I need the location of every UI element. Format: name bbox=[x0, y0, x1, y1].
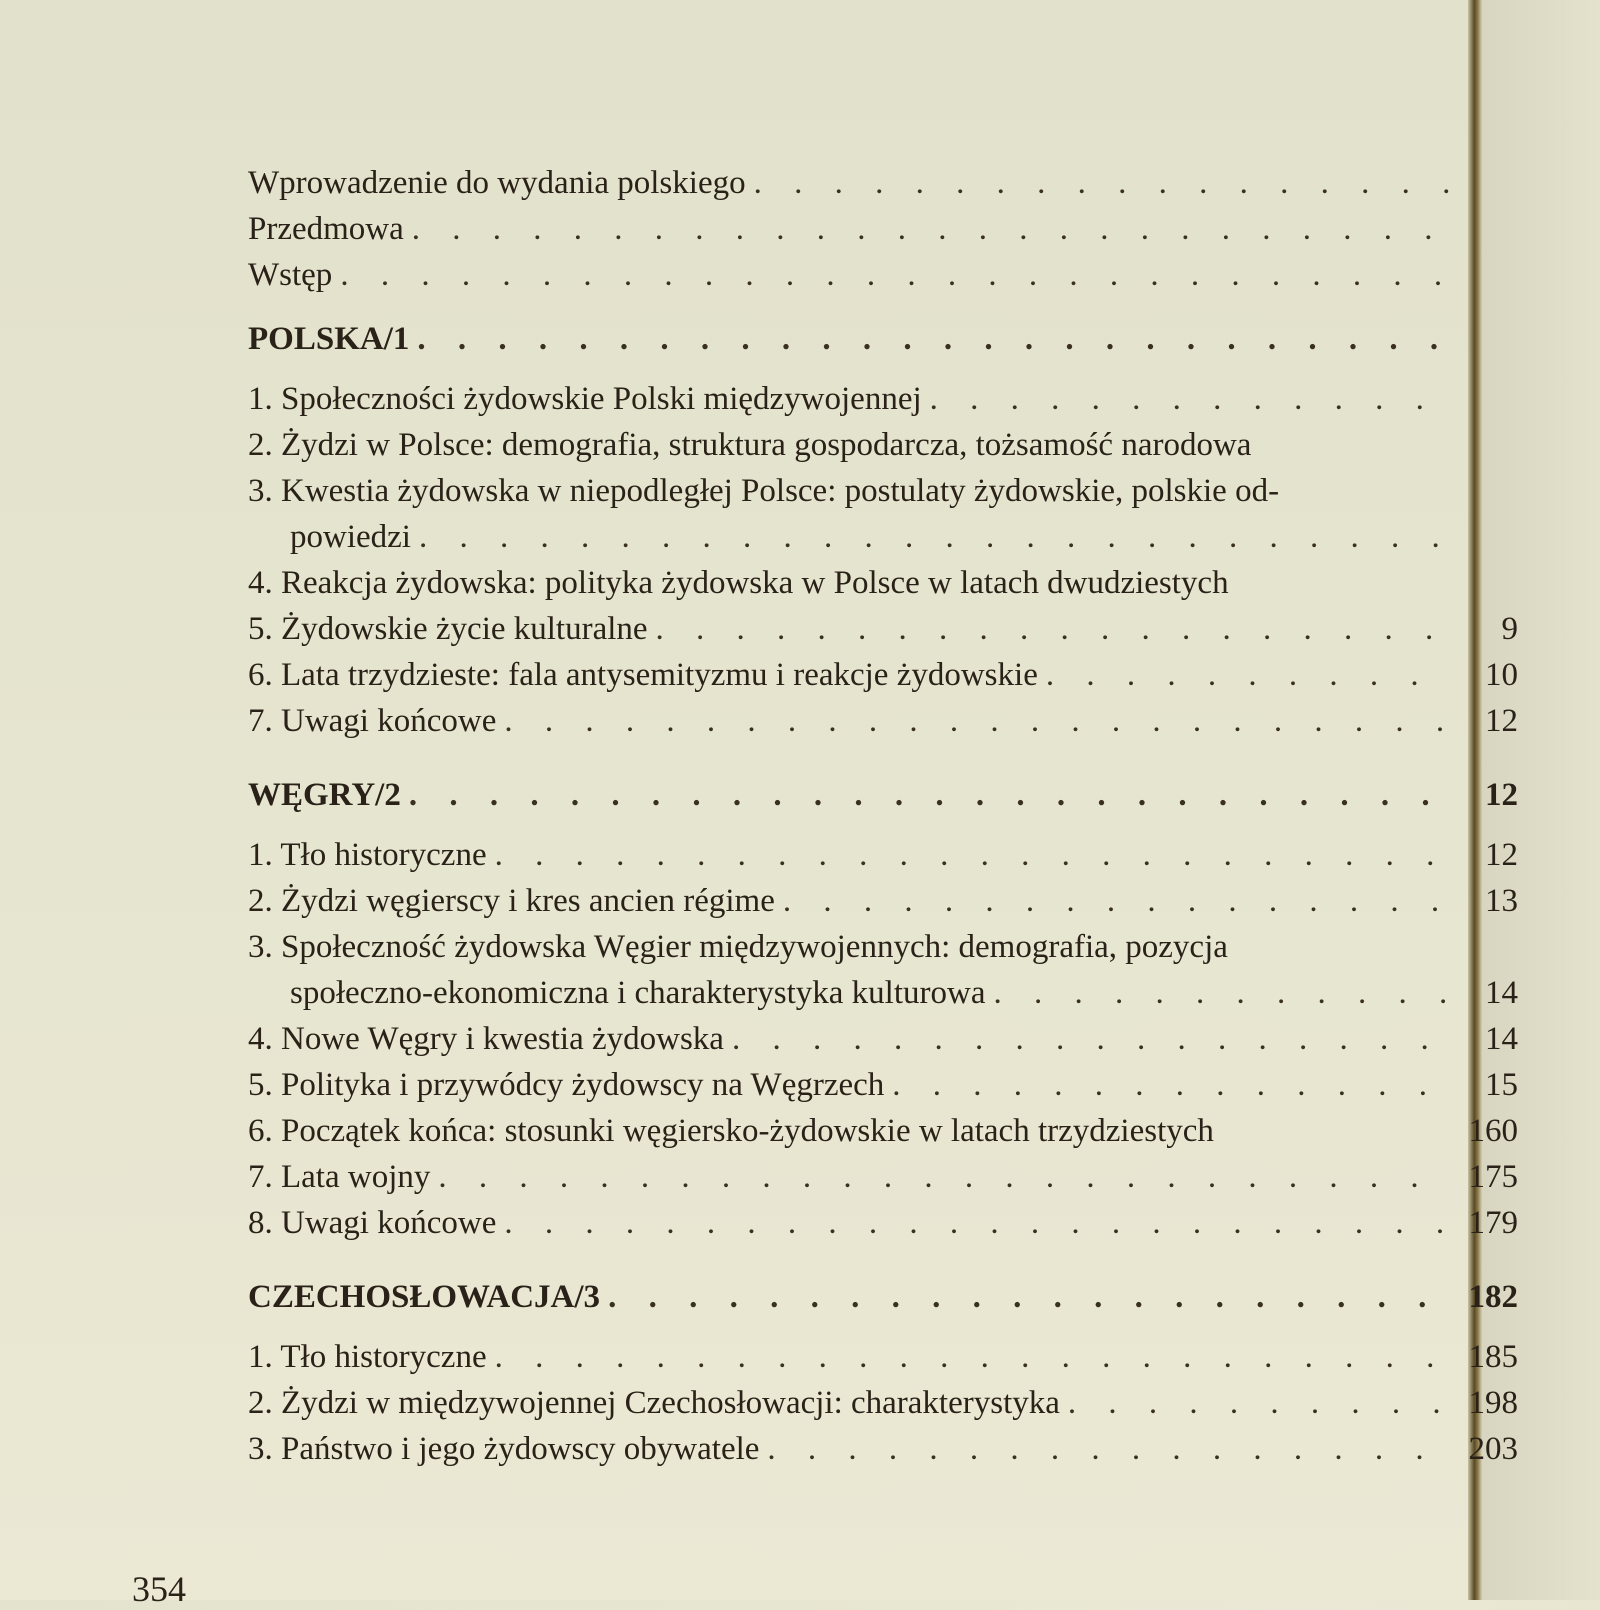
dot-leader bbox=[419, 514, 1450, 560]
toc-entry bbox=[248, 832, 1518, 878]
toc-page-number: 10 bbox=[1485, 657, 1518, 693]
toc-entry bbox=[248, 924, 1518, 970]
toc-page-number: 175 bbox=[1468, 1159, 1518, 1195]
toc-entry bbox=[248, 606, 1518, 652]
dot-leader bbox=[495, 1334, 1450, 1380]
dot-leader bbox=[504, 1200, 1450, 1246]
toc-page-number: 14 bbox=[1485, 975, 1518, 1011]
toc-entry bbox=[248, 1380, 1518, 1426]
dot-leader bbox=[993, 970, 1450, 1016]
toc-entry-continuation bbox=[248, 970, 1518, 1016]
toc-entry bbox=[248, 1426, 1518, 1472]
toc-page-number: 160 bbox=[1468, 1113, 1518, 1149]
toc-page-number: 9 bbox=[1501, 611, 1518, 647]
toc-entry bbox=[248, 560, 1518, 606]
dot-leader bbox=[754, 160, 1450, 206]
toc-entry-text: 4. Reakcja żydowska: polityka żydowska w Polsce w latach dwudziestych bbox=[248, 565, 1229, 601]
dot-leader bbox=[412, 206, 1450, 252]
toc-page-number: 13 bbox=[1485, 883, 1518, 919]
dot-leader bbox=[1068, 1380, 1450, 1426]
toc-entry-text: Wprowadzenie do wydania polskiego bbox=[248, 165, 746, 201]
toc-entry-text: 7. Lata wojny bbox=[248, 1159, 431, 1195]
toc-entry bbox=[248, 1200, 1518, 1246]
dot-leader bbox=[504, 698, 1450, 744]
toc-entry-text: 6. Początek końca: stosunki węgiersko-żydowskie w latach trzydziestych bbox=[248, 1113, 1214, 1149]
toc-entry-text: CZECHOSŁOWACJA/3 bbox=[248, 1279, 601, 1315]
toc-entry-text: 1. Tło historyczne bbox=[248, 1339, 487, 1375]
toc-entry bbox=[248, 468, 1518, 514]
toc-entry-text: 2. Żydzi węgierscy i kres ancien régime bbox=[248, 883, 775, 919]
toc-entry-continuation bbox=[248, 514, 1518, 560]
toc-intro-entry bbox=[248, 206, 1518, 252]
page-number: 354 bbox=[132, 1569, 186, 1609]
dot-leader bbox=[409, 772, 1450, 818]
toc-page-number: 12 bbox=[1485, 703, 1518, 739]
toc-entry-text: 8. Uwagi końcowe bbox=[248, 1205, 497, 1241]
toc-intro bbox=[248, 160, 1518, 298]
toc-page-number: 12 bbox=[1485, 837, 1518, 873]
toc-entry bbox=[248, 422, 1518, 468]
dot-leader bbox=[656, 606, 1450, 652]
dot-leader bbox=[732, 1016, 1450, 1062]
toc-page-number: 15 bbox=[1485, 1067, 1518, 1103]
toc-page-number: 182 bbox=[1468, 1279, 1518, 1315]
toc-section-heading bbox=[248, 316, 1518, 362]
dot-leader bbox=[1046, 652, 1450, 698]
toc-entry-text: 2. Żydzi w międzywojennej Czechosłowacji: charakterystyka bbox=[248, 1385, 1060, 1421]
dot-leader bbox=[930, 376, 1450, 422]
toc-entry-text: 3. Państwo i jego żydowscy obywatele bbox=[248, 1431, 760, 1467]
dot-leader bbox=[767, 1426, 1450, 1472]
toc-entry-text: 5. Polityka i przywódcy żydowscy na Węgrzech bbox=[248, 1067, 885, 1103]
toc-page-number: 12 bbox=[1485, 777, 1518, 813]
table-of-contents bbox=[248, 160, 1518, 1482]
toc-page-number: 198 bbox=[1468, 1385, 1518, 1421]
toc-entry-text: 6. Lata trzydzieste: fala antysemityzmu i reakcje żydowskie bbox=[248, 657, 1038, 693]
dot-leader bbox=[417, 316, 1450, 362]
toc-sections bbox=[248, 316, 1518, 1482]
toc-entry-text: 3. Społeczność żydowska Węgier międzywojennych: demografia, pozycja bbox=[248, 929, 1228, 965]
section-spacer bbox=[248, 744, 1518, 754]
toc-entry-text: 7. Uwagi końcowe bbox=[248, 703, 497, 739]
toc-entry bbox=[248, 652, 1518, 698]
toc-entry-text: WĘGRY/2 bbox=[248, 777, 401, 813]
toc-section-heading bbox=[248, 1274, 1518, 1320]
toc-entry-text: Wstęp bbox=[248, 257, 333, 293]
dot-leader bbox=[438, 1154, 1450, 1200]
toc-entry-text: 1. Społeczności żydowskie Polski międzywojennej bbox=[248, 381, 922, 417]
toc-entry bbox=[248, 878, 1518, 924]
toc-entry-text: powiedzi bbox=[290, 519, 411, 555]
toc-page-number: 203 bbox=[1468, 1431, 1518, 1467]
toc-entry-text: 4. Nowe Węgry i kwestia żydowska bbox=[248, 1021, 724, 1057]
toc-entry bbox=[248, 376, 1518, 422]
toc-entry-text: 2. Żydzi w Polsce: demografia, struktura gospodarcza, tożsamość narodowa bbox=[248, 427, 1252, 463]
toc-entry bbox=[248, 1016, 1518, 1062]
toc-page-number: 179 bbox=[1468, 1205, 1518, 1241]
toc-entry bbox=[248, 1334, 1518, 1380]
dot-leader bbox=[783, 878, 1450, 924]
toc-page-number: 185 bbox=[1468, 1339, 1518, 1375]
toc-entry bbox=[248, 1154, 1518, 1200]
toc-entry bbox=[248, 1108, 1518, 1154]
toc-intro-entry bbox=[248, 252, 1518, 298]
toc-intro-entry bbox=[248, 160, 1518, 206]
section-spacer bbox=[248, 1246, 1518, 1256]
toc-entry bbox=[248, 698, 1518, 744]
dot-leader bbox=[495, 832, 1450, 878]
toc-entry-text: 3. Kwestia żydowska w niepodległej Polsce: postulaty żydowskie, polskie od- bbox=[248, 473, 1280, 509]
toc-entry-text: 5. Żydowskie życie kulturalne bbox=[248, 611, 648, 647]
toc-section-heading bbox=[248, 772, 1518, 818]
dot-leader bbox=[608, 1274, 1450, 1320]
toc-entry-text: społeczno-ekonomiczna i charakterystyka kulturowa bbox=[290, 975, 986, 1011]
section-spacer bbox=[248, 1472, 1518, 1482]
toc-entry bbox=[248, 1062, 1518, 1108]
dot-leader bbox=[340, 252, 1450, 298]
toc-page-number: 14 bbox=[1485, 1021, 1518, 1057]
toc-entry-text: POLSKA/1 bbox=[248, 321, 410, 357]
dot-leader bbox=[892, 1062, 1450, 1108]
toc-entry-text: 1. Tło historyczne bbox=[248, 837, 487, 873]
toc-entry-text: Przedmowa bbox=[248, 211, 404, 247]
